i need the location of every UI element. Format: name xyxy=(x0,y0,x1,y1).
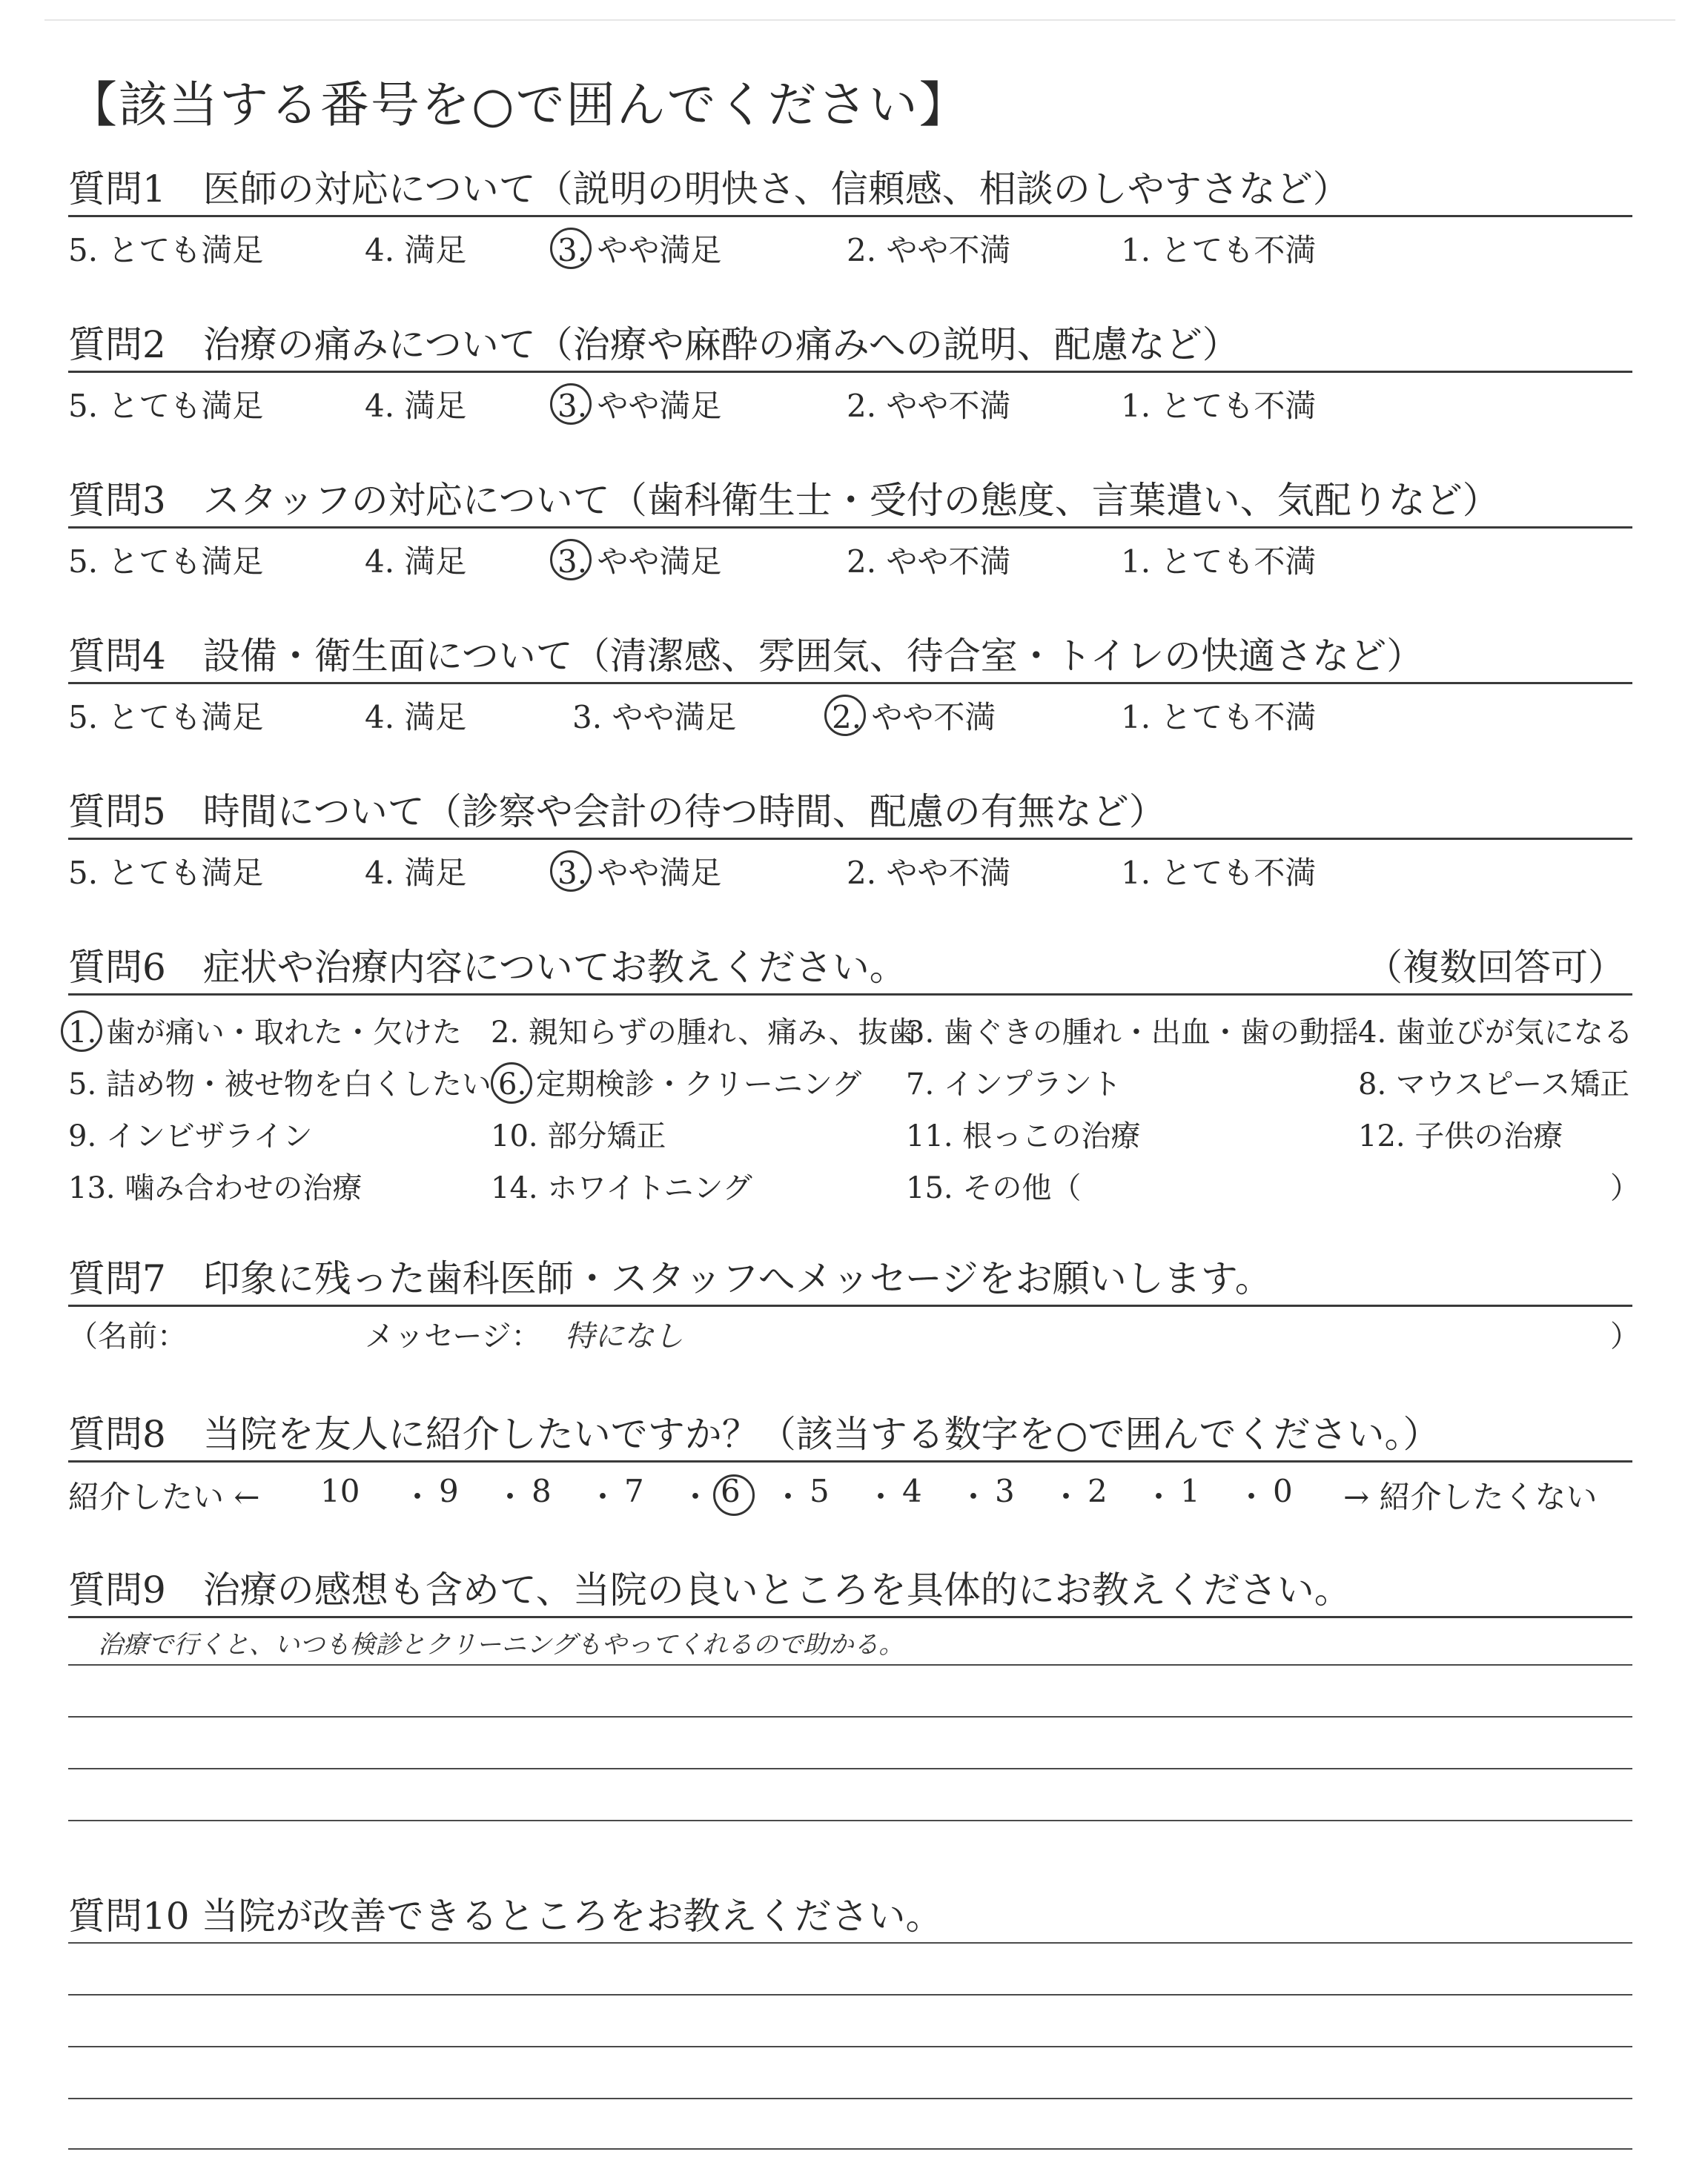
q8-dot: ・ xyxy=(1050,1479,1082,1515)
q8-scale-3[interactable]: 3 xyxy=(995,1473,1015,1509)
question-2-options xyxy=(68,373,1632,425)
question-2-title: 質問2 治療の痛みについて（治療や麻酔の痛みへの説明、配慮など） xyxy=(68,323,1239,366)
question-6-title-text: 質問6 症状や治療内容についてお教えください。 xyxy=(68,946,907,989)
question-3-title: 質問3 スタッフの対応について（歯科衛生士・受付の態度、言葉遣い、気配りなど） xyxy=(68,479,1500,522)
q8-dot: ・ xyxy=(958,1479,990,1515)
q8-scale-6-circled[interactable]: 6 xyxy=(721,1473,741,1509)
q6-option-2[interactable]: 2. 親知らずの腫れ、痛み、抜歯 xyxy=(491,1016,918,1050)
q1-option-3-circled[interactable]: 3. やや満足 xyxy=(557,226,721,271)
q6-option-12[interactable]: 12. 子供の治療 xyxy=(1358,1119,1563,1153)
question-3-options xyxy=(68,529,1632,580)
question-8 xyxy=(68,1408,1632,1514)
q6-option-8[interactable]: 8. マウスピース矯正 xyxy=(1358,1067,1630,1102)
q8-dot: ・ xyxy=(402,1479,434,1515)
question-7 xyxy=(68,1253,1640,1354)
q9-answer-area[interactable] xyxy=(68,1618,1632,1841)
q7-name-label: （名前： xyxy=(68,1319,187,1354)
q3-option-4[interactable]: 4. 満足 xyxy=(365,543,467,580)
answer-line xyxy=(68,1716,1632,1718)
question-2 xyxy=(68,319,1632,425)
q6-option-3[interactable]: 3. 歯ぐきの腫れ・出血・歯の動揺 xyxy=(906,1016,1359,1050)
q8-scale-2[interactable]: 2 xyxy=(1088,1473,1108,1509)
q10-answer-area[interactable] xyxy=(68,1944,1632,2166)
top-edge-line xyxy=(44,19,1675,21)
q1-option-5[interactable]: 5. とても満足 xyxy=(68,232,264,268)
q8-scale-8[interactable]: 8 xyxy=(532,1473,552,1509)
question-8-scale xyxy=(68,1463,1632,1514)
q6-option-14[interactable]: 14. ホワイトニング xyxy=(491,1171,752,1205)
q7-message-handwritten[interactable]: 特になし xyxy=(565,1319,683,1354)
q8-right-label: → 紹介したくない xyxy=(1343,1479,1598,1515)
q3-option-3-circled[interactable]: 3. やや満足 xyxy=(557,537,721,582)
question-1-title: 質問1 医師の対応について（説明の明快さ、信頼感、相談のしやすさなど） xyxy=(68,168,1350,211)
q8-scale-9[interactable]: 9 xyxy=(439,1473,459,1509)
q8-dot: ・ xyxy=(1143,1479,1175,1515)
q8-left-label: 紹介したい ← xyxy=(68,1479,260,1515)
q4-option-5[interactable]: 5. とても満足 xyxy=(68,699,264,735)
q6-option-11[interactable]: 11. 根っこの治療 xyxy=(906,1119,1141,1153)
question-3 xyxy=(68,474,1632,580)
page-heading: 【該当する番号を○で囲んでください】 xyxy=(68,76,970,133)
q2-option-1[interactable]: 1. とても不満 xyxy=(1121,388,1317,424)
question-1 xyxy=(68,163,1632,269)
question-4-title: 質問4 設備・衛生面について（清潔感、雰囲気、待合室・トイレの快適さなど） xyxy=(68,635,1424,678)
q3-option-5[interactable]: 5. とても満足 xyxy=(68,543,264,580)
question-8-title: 質問8 当院を友人に紹介したいですか？（該当する数字を○で囲んでください。） xyxy=(68,1413,1440,1456)
q6-option-1-circled[interactable]: 1. 歯が痛い・取れた・欠けた xyxy=(68,1009,462,1051)
answer-line xyxy=(68,1820,1632,1821)
question-10-title: 質問10 当院が改善できるところをお教えください。 xyxy=(68,1895,943,1938)
q1-option-1[interactable]: 1. とても不満 xyxy=(1121,232,1317,268)
q8-scale-1[interactable]: 1 xyxy=(1180,1473,1200,1509)
answer-line xyxy=(68,2046,1632,2047)
q6-option-13[interactable]: 13. 噛み合わせの治療 xyxy=(68,1171,363,1205)
q6-option-15[interactable]: 15. その他（ xyxy=(906,1171,1082,1205)
q8-dot: ・ xyxy=(587,1479,619,1515)
q8-dot: ・ xyxy=(680,1479,712,1515)
q4-option-1[interactable]: 1. とても不満 xyxy=(1121,699,1317,735)
q8-scale-7[interactable]: 7 xyxy=(624,1473,644,1509)
q7-message-label: メッセージ： xyxy=(365,1319,541,1354)
question-6-title xyxy=(68,941,1632,993)
q8-dot: ・ xyxy=(1236,1479,1268,1515)
q9-answer-handwritten: 治療で行くと、いつも検診とクリーニングもやってくれるので助かる。 xyxy=(98,1630,904,1660)
question-6 xyxy=(68,941,1640,1210)
q6-option-15-close-paren: ） xyxy=(1610,1171,1640,1205)
question-5 xyxy=(68,786,1632,892)
q8-scale-10[interactable]: 10 xyxy=(320,1473,360,1509)
q5-option-4[interactable]: 4. 満足 xyxy=(365,855,467,891)
q4-option-3[interactable]: 3. やや満足 xyxy=(572,699,737,735)
q3-option-2[interactable]: 2. やや不満 xyxy=(847,543,1011,580)
q2-option-4[interactable]: 4. 満足 xyxy=(365,388,467,424)
q8-dot: ・ xyxy=(865,1479,897,1515)
q6-option-5[interactable]: 5. 詰め物・被せ物を白くしたい xyxy=(68,1067,491,1102)
question-5-title: 質問5 時間について（診察や会計の待つ時間、配慮の有無など） xyxy=(68,790,1166,833)
q4-option-2-circled[interactable]: 2. やや不満 xyxy=(832,693,996,738)
answer-line xyxy=(68,1664,1632,1666)
q6-option-6-circled[interactable]: 6. 定期検診・クリーニング xyxy=(498,1061,861,1103)
q2-option-5[interactable]: 5. とても満足 xyxy=(68,388,264,424)
question-6-options xyxy=(68,996,1640,1210)
q8-scale-4[interactable]: 4 xyxy=(902,1473,922,1509)
q5-option-2[interactable]: 2. やや不満 xyxy=(847,855,1011,891)
q7-close-paren: ） xyxy=(1610,1319,1640,1354)
answer-line xyxy=(68,1768,1632,1769)
answer-line xyxy=(68,1994,1632,1996)
q6-option-7[interactable]: 7. インプラント xyxy=(906,1067,1122,1102)
question-7-answer-line xyxy=(68,1307,1640,1354)
q2-option-2[interactable]: 2. やや不満 xyxy=(847,388,1011,424)
question-4 xyxy=(68,630,1632,736)
q5-option-1[interactable]: 1. とても不満 xyxy=(1121,855,1317,891)
question-9 xyxy=(68,1564,1632,1841)
q6-option-9[interactable]: 9. インビザライン xyxy=(68,1119,313,1153)
question-9-title: 質問9 治療の感想も含めて、当院の良いところを具体的にお教えください。 xyxy=(68,1569,1351,1612)
q6-option-4[interactable]: 4. 歯並びが気になる xyxy=(1358,1016,1633,1050)
answer-line xyxy=(68,2098,1632,2099)
q4-option-4[interactable]: 4. 満足 xyxy=(365,699,467,735)
q8-dot: ・ xyxy=(772,1479,804,1515)
q2-option-3-circled[interactable]: 3. やや満足 xyxy=(557,382,721,426)
q8-scale-0[interactable]: 0 xyxy=(1273,1473,1293,1509)
question-6-note: （複数回答可） xyxy=(1366,946,1625,989)
q3-option-1[interactable]: 1. とても不満 xyxy=(1121,543,1317,580)
question-4-options xyxy=(68,684,1632,736)
q8-scale-5[interactable]: 5 xyxy=(810,1473,830,1509)
q1-option-2[interactable]: 2. やや不満 xyxy=(847,232,1011,268)
q5-option-3-circled[interactable]: 3. やや満足 xyxy=(557,849,721,893)
q1-option-4[interactable]: 4. 満足 xyxy=(365,232,467,268)
question-5-options xyxy=(68,840,1632,892)
q6-option-10[interactable]: 10. 部分矯正 xyxy=(491,1119,666,1153)
answer-line xyxy=(68,2148,1632,2150)
question-7-title: 質問7 印象に残った歯科医師・スタッフへメッセージをお願いします。 xyxy=(68,1257,1272,1300)
q5-option-5[interactable]: 5. とても満足 xyxy=(68,855,264,891)
question-10 xyxy=(68,1890,1632,2166)
question-1-options xyxy=(68,217,1632,269)
q8-dot: ・ xyxy=(494,1479,526,1515)
